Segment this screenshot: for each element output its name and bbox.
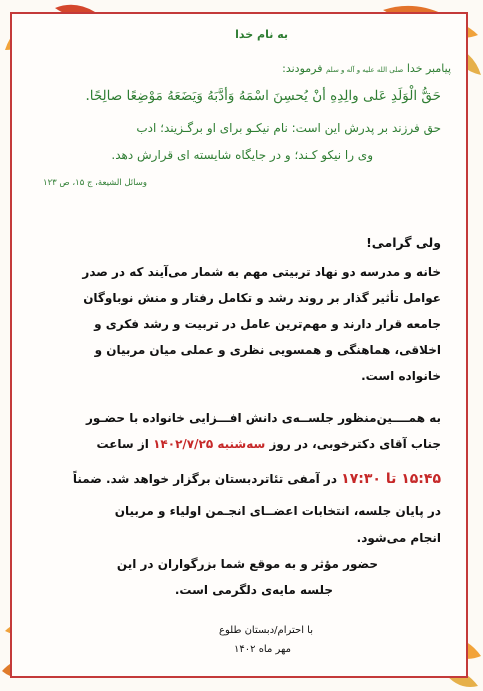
meeting-date: ۱۴۰۲/۷/۲۵: [153, 437, 214, 451]
bismillah: به نام خدا: [235, 28, 288, 41]
p2-line3: [73, 471, 441, 487]
p2-line2: [97, 437, 441, 451]
p2-line2-b: از ساعت: [96, 437, 149, 451]
p2-line1: به همــــین‌منظور جلســه‌ی دانش افـــزایی خانواده با حضـور: [86, 411, 441, 425]
p2-line3-b: در آمفی تئاتردبستان برگزار خواهد شد. ضمناً: [72, 472, 337, 486]
hadith-intro: [282, 62, 451, 75]
p1-line1: خانه و مدرسه دو نهاد تربیتی مهم به شمار می‌آیند که در صدر: [82, 265, 441, 279]
p1-line3: جامعه قرار دارند و مهم‌ترین عامل در تربیت و رشد فکری و: [94, 317, 441, 331]
p2-line2-a: جناب آقای دکترخوبی، در روز: [269, 437, 441, 451]
p1-line2: عوامل تأثیر گذار بر روند رشد و تکامل رفتار و منش نوباوگان: [83, 291, 441, 305]
greeting: ولی گرامی!: [366, 235, 441, 250]
p3-line2: جلسه مایه‌ی دلگرمی است.: [174, 583, 333, 597]
hadith-intro-b: فرمودند:: [282, 62, 323, 75]
p1-line5: خانواده است.: [361, 369, 441, 383]
hadith-translation-line2: وی را نیکو کـند؛ و در جایگاه شایسته ای قرارش دهد.: [111, 148, 373, 162]
p3-line1: حضور مؤثر و به موقع شما بزرگواران در این: [116, 557, 378, 571]
hadith-source: وسائل الشیعة، ج ۱۵، ص ۱۲۳: [43, 178, 147, 188]
hadith-intro-salawat: صلی الله علیه و آله و سلم: [325, 66, 404, 74]
closing: با احترام/دبستان طلوع: [219, 625, 313, 636]
meeting-time: ۱۵:۴۵ تا ۱۷:۳۰: [341, 471, 441, 487]
hadith-arabic: حَقُّ الْوَلَدِ عَلى والِدِهِ أنْ يُحسِنَ اسْمَهُ وَأدَّبَهُ وَيَضَعَهُ مَوْضِعًا صالِحًا.: [85, 88, 441, 104]
p2-line4: در پایان جلسه، انتخابات اعضــای انجـمن اولیاء و مربیان: [114, 504, 441, 518]
p1-line4: اخلاقی، هماهنگی و همسویی نظری و عملی میان مربیان و: [94, 343, 441, 357]
p2-line5: انجام می‌شود.: [356, 531, 441, 545]
meeting-day: سه‌شنبه: [217, 437, 266, 451]
letter-date: مهر ماه ۱۴۰۲: [234, 644, 291, 655]
hadith-translation-line1: حق فرزند بر پدرش این است: نام نیکـو برای او برگـزیند؛ ادب: [136, 121, 441, 135]
hadith-intro-a: پیامبر خدا: [406, 62, 451, 75]
